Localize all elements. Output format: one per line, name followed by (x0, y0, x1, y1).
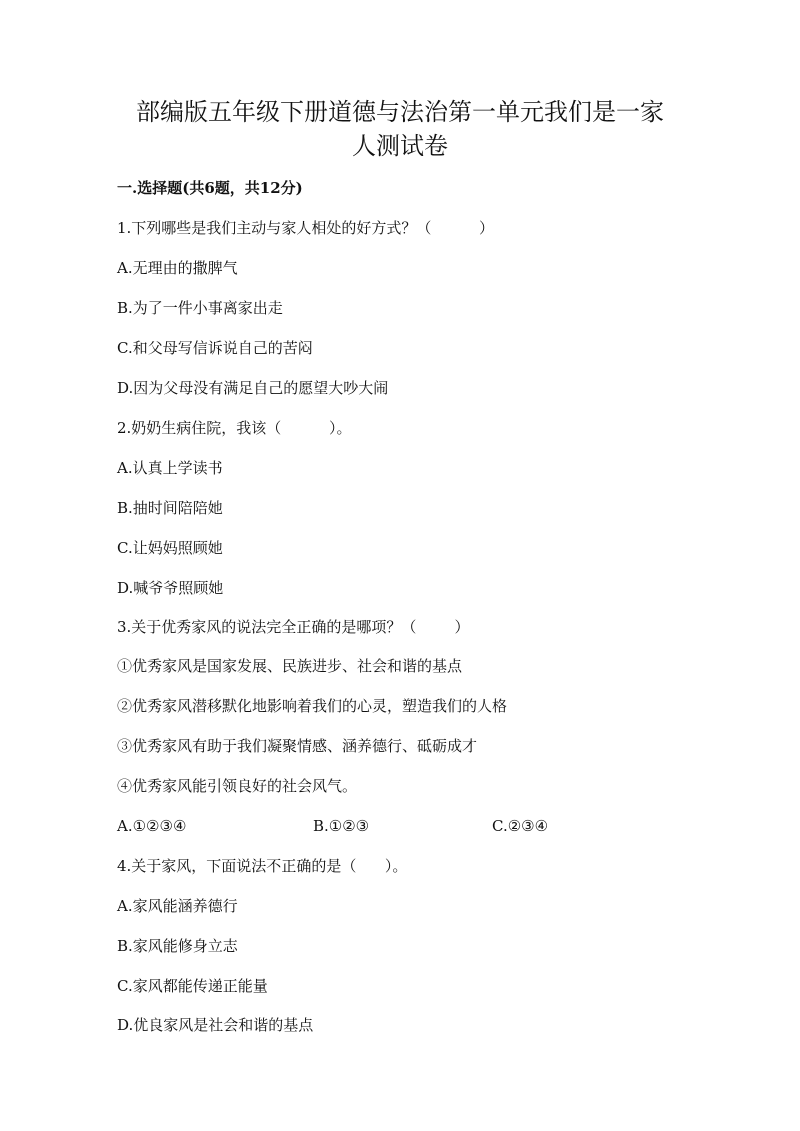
question-3-statement-3: ③优秀家风有助于我们凝聚情感、涵养德行、砥砺成才 (117, 737, 478, 755)
document-title-line-2: 人测试卷 (352, 132, 448, 160)
question-4-option-b: B.家风能修身立志 (117, 937, 238, 955)
question-4-option-d: D.优良家风是社会和谐的基点 (117, 1016, 314, 1034)
question-2-option-d: D.喊爷爷照顾她 (117, 579, 224, 597)
question-1-option-c: C.和父母写信诉说自己的苦闷 (117, 339, 313, 357)
question-3-stem: 3.关于优秀家风的说法完全正确的是哪项？（ ） (117, 618, 470, 636)
section-heading: 一.选择题(共6题，共12分) (117, 179, 303, 197)
question-2-option-b: B.抽时间陪陪她 (117, 499, 223, 517)
question-3-statement-4: ④优秀家风能引领良好的社会风气。 (117, 777, 358, 795)
question-4-option-c: C.家风都能传递正能量 (117, 977, 268, 995)
question-2-option-a: A.认真上学读书 (117, 459, 223, 477)
question-3-option-b: B.①②③ (313, 817, 370, 835)
question-2-option-c: C.让妈妈照顾她 (117, 539, 223, 557)
question-1-option-b: B.为了一件小事离家出走 (117, 299, 283, 317)
question-3-option-c: C.②③④ (492, 817, 549, 835)
question-2-stem: 2.奶奶生病住院，我该（ ）。 (117, 419, 352, 437)
question-3-statement-2: ②优秀家风潜移默化地影响着我们的心灵，塑造我们的人格 (117, 697, 508, 715)
question-1-option-a: A.无理由的撒脾气 (117, 259, 238, 277)
question-1-option-d: D.因为父母没有满足自己的愿望大吵大闹 (117, 379, 389, 397)
question-4-option-a: A.家风能涵养德行 (117, 897, 238, 915)
question-4-stem: 4.关于家风，下面说法不正确的是（ ）。 (117, 857, 408, 875)
question-3-statement-1: ①优秀家风是国家发展、民族进步、社会和谐的基点 (117, 657, 463, 675)
question-3-option-a: A.①②③④ (117, 817, 187, 835)
document-title-line-1: 部编版五年级下册道德与法治第一单元我们是一家 (136, 98, 664, 126)
question-1-stem: 1.下列哪些是我们主动与家人相处的好方式？（ ） (117, 219, 494, 237)
